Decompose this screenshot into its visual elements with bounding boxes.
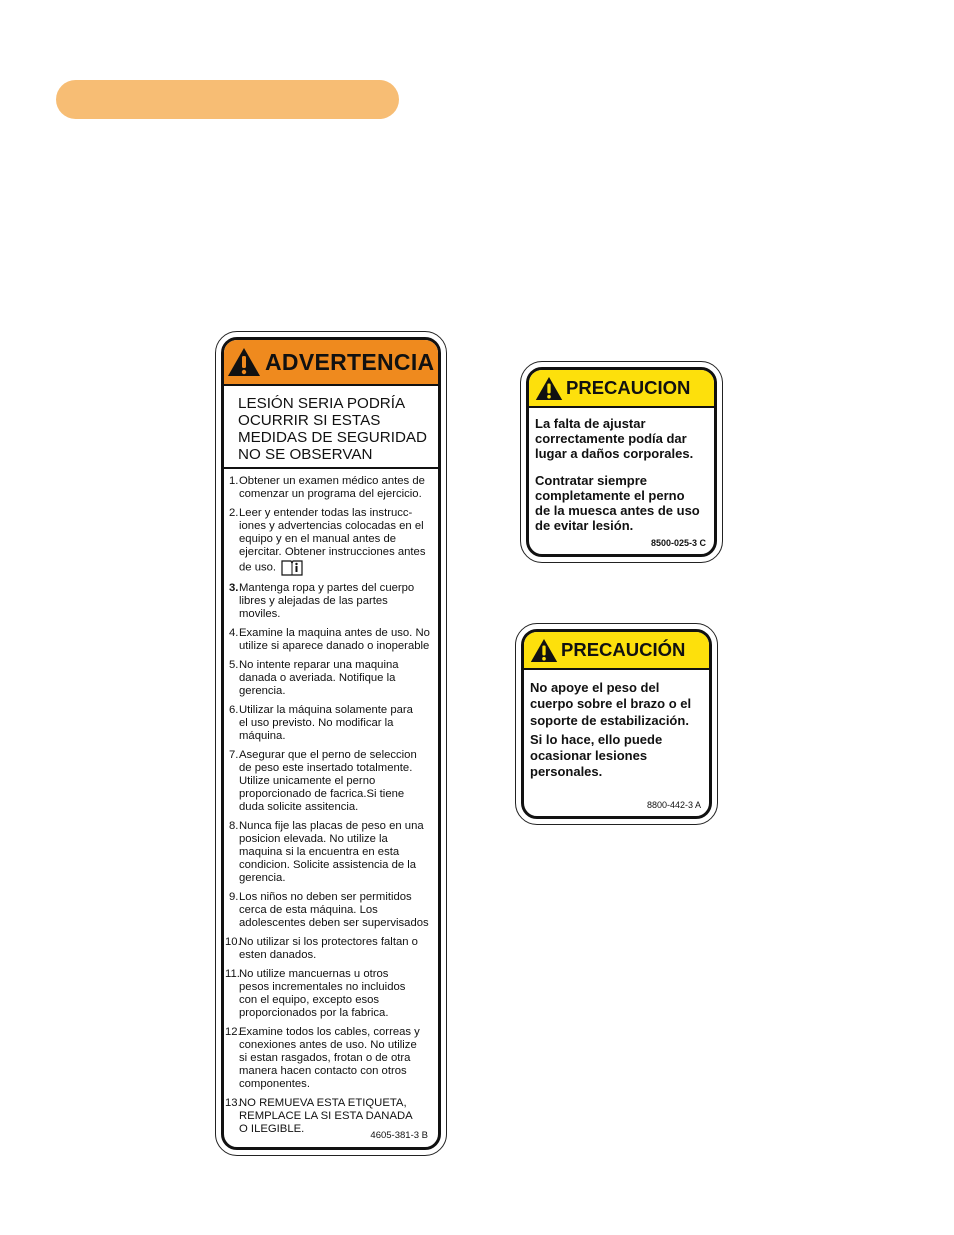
precaucion-title: PRECAUCION xyxy=(566,377,691,398)
list-item xyxy=(229,659,438,698)
item-text: Los niños no deben ser permitidos cerca de esta máquina. Los adolescentes deben ser supervisados xyxy=(239,891,429,929)
heading-text: LESIÓN SERIA PODRÍA OCURRIR SI ESTAS MEDIDAS DE SEGURIDAD NO SE OBSERVAN xyxy=(238,395,428,463)
caution-label-frame xyxy=(526,367,717,557)
warning-label-frame xyxy=(221,337,441,1150)
item-text: Mantenga ropa y partes del cuerpo libres y alejadas de las partes moviles. xyxy=(239,582,415,620)
section-header-bar xyxy=(56,80,399,119)
caution-paragraph: Si lo hace, ello puede ocasionar lesiones personales. xyxy=(530,731,663,780)
advertencia-list xyxy=(224,469,438,1136)
label-part-number: 8800-442-3 A xyxy=(646,800,701,810)
caution-label-1 xyxy=(520,361,723,563)
item-number: 1. xyxy=(229,475,239,487)
item-number: 12. xyxy=(225,1026,241,1038)
manual-info-icon xyxy=(280,559,304,576)
caution-body xyxy=(529,408,714,533)
advertencia-heading xyxy=(224,386,438,469)
item-number: 2. xyxy=(229,507,239,519)
warning-triangle-icon xyxy=(530,638,558,663)
item-text: No utilizar si los protectores faltan o esten danados. xyxy=(239,936,418,961)
list-item xyxy=(229,507,438,576)
item-text-content: Leer y entender todas las instrucc- iones y advertencias colocadas en el equipo y en el manual antes de ejercitar. Obtener instrucciones antes de uso. xyxy=(239,507,426,574)
item-text: Nunca fije las placas de peso en una posicion elevada. No utilize la maquina si la encuentra en esta condicion. Solicite assistencia de la gerencia. xyxy=(239,820,424,884)
item-text: No intente reparar una maquina danada o averiada. Notifique la gerencia. xyxy=(239,659,399,697)
advertencia-title: ADVERTENCIA xyxy=(265,348,435,375)
list-item xyxy=(225,936,438,962)
caution-paragraph: No apoye el peso del cuerpo sobre el brazo o el soporte de estabilización. xyxy=(530,680,692,728)
warning-triangle-icon xyxy=(227,347,261,377)
precaucion-banner xyxy=(529,370,714,408)
caution-paragraph: Contratar siempre completamente el perno de la muesca antes de uso de evitar lesión. xyxy=(535,473,700,533)
item-text xyxy=(239,507,438,576)
item-text: Obtener un examen médico antes de comenzar un programa del ejercicio. xyxy=(239,475,425,500)
precaucion-title: PRECAUCIÓN xyxy=(561,639,686,660)
item-number: 13. xyxy=(225,1097,241,1109)
item-number: 4. xyxy=(229,627,239,639)
warning-triangle-icon xyxy=(535,376,563,401)
caution-body xyxy=(524,670,709,781)
advertencia-banner xyxy=(224,340,438,386)
warning-label-advertencia xyxy=(215,331,447,1156)
item-text: Examine la maquina antes de uso. No utilize si aparece danado o inoperable xyxy=(239,627,430,652)
item-number: 5. xyxy=(229,659,239,671)
list-item xyxy=(225,1026,438,1091)
item-text: NO REMUEVA ESTA ETIQUETA, REMPLACE LA SI ESTA DANADA O ILEGIBLE. xyxy=(239,1097,413,1135)
item-number: 7. xyxy=(229,749,239,761)
list-item xyxy=(229,627,438,653)
list-item xyxy=(225,968,438,1020)
caution-label-2 xyxy=(515,623,718,825)
precaucion-banner xyxy=(524,632,709,670)
list-item xyxy=(229,749,438,814)
list-item xyxy=(229,475,438,501)
item-number: 8. xyxy=(229,820,239,832)
item-number: 11. xyxy=(225,968,240,980)
label-part-number: 8500-025-3 C xyxy=(650,538,706,548)
item-text: Examine todos los cables, correas y conexiones antes de uso. No utilize si estan rasgados, frotan o de otra manera hacen contacto con otros componentes. xyxy=(239,1026,420,1090)
item-number: 6. xyxy=(229,704,239,716)
item-text: Asegurar que el perno de seleccion de peso este insertado totalmente. Utilize unicamente el perno proporcionado de facrica.Si tiene duda solicite assitencia. xyxy=(239,749,417,813)
caution-paragraph: La falta de ajustar correctamente podía dar lugar a daños corporales. xyxy=(535,416,694,461)
list-item xyxy=(229,891,438,930)
item-number: 3. xyxy=(229,582,239,594)
list-item xyxy=(229,820,438,885)
list-item xyxy=(229,582,438,621)
list-item xyxy=(229,704,438,743)
caution-label-frame xyxy=(521,629,712,819)
label-part-number: 4605-381-3 B xyxy=(370,1130,428,1141)
item-number: 10. xyxy=(225,936,241,948)
item-number: 9. xyxy=(229,891,239,903)
item-text: Utilizar la máquina solamente para el uso previsto. No modificar la máquina. xyxy=(239,704,413,742)
item-text: No utilize mancuernas u otros pesos incrementales no incluidos con el equipo, excepto esos proporcionados por la fabrica. xyxy=(239,968,406,1019)
